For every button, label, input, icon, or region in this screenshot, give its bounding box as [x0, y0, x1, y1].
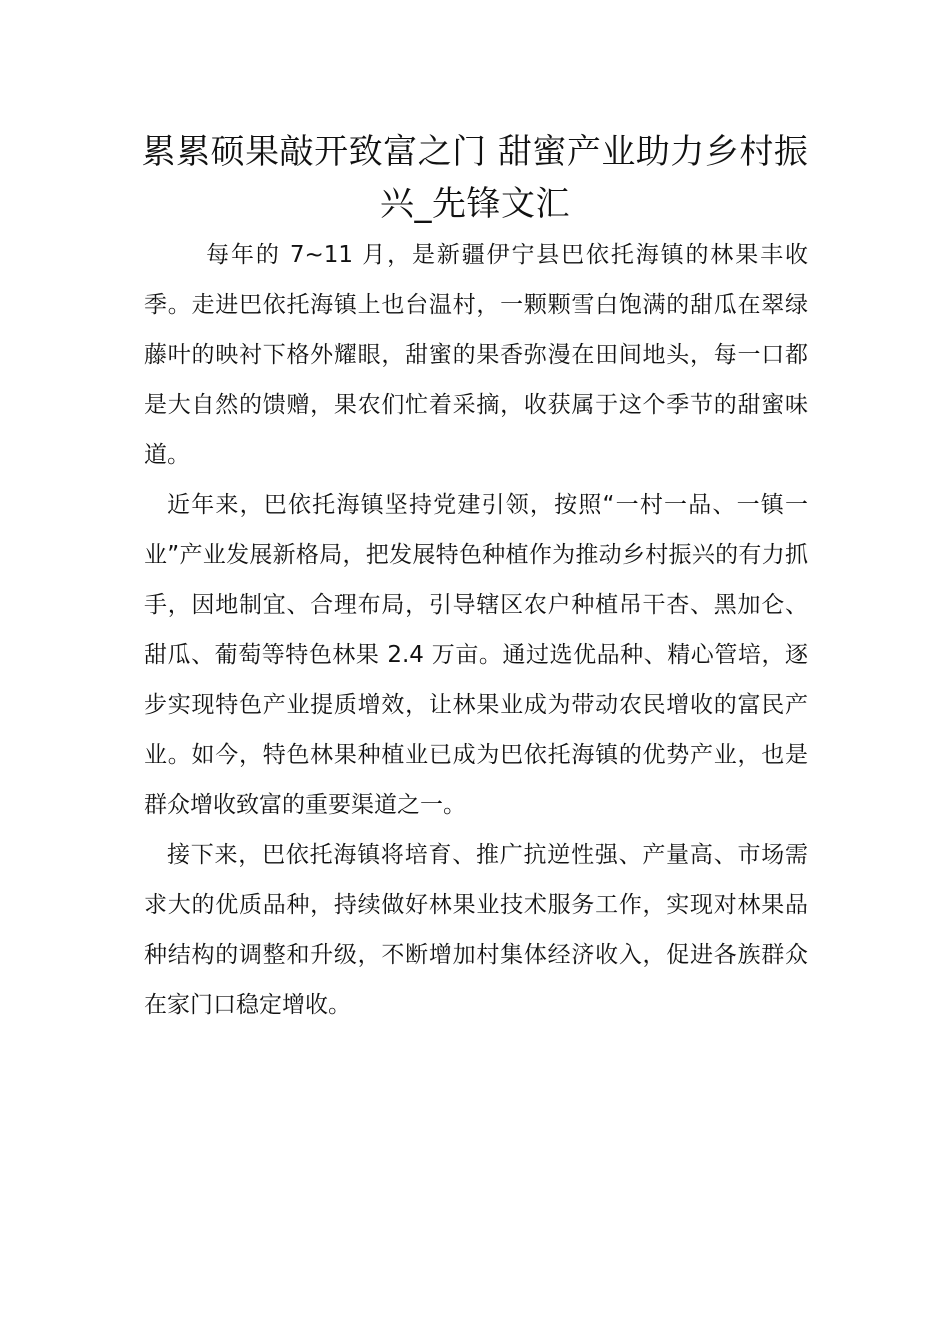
document-body	[144, 230, 808, 1030]
paragraph-industry-development: 近年来，巴依托海镇坚持党建引领，按照“一村一品、一镇一业”产业发展新格局，把发展特色种植作为推动乡村振兴的有力抓手，因地制宜、合理布局，引导辖区农户种植吊干杏、黑加仑、甜瓜、葡萄等特色林果 2.4 万亩。通过选优品种、精心管培，逐步实现特色产业提质增效，让林果业成为带动农民增收的富民产业。如今，特色林果种植业已成为巴依托海镇的优势产业，也是群众增收致富的重要渠道之一。	[144, 492, 808, 818]
paragraph-harvest-season: 每年的 7~11 月，是新疆伊宁县巴依托海镇的林果丰收季。走进巴依托海镇上也台温村，一颗颗雪白饱满的甜瓜在翠绿藤叶的映衬下格外耀眼，甜蜜的果香弥漫在田间地头，每一口都是大自然的馈赠，果农们忙着采摘，收获属于这个季节的甜蜜味道。	[144, 242, 808, 468]
paragraph-future-plan: 接下来，巴依托海镇将培育、推广抗逆性强、产量高、市场需求大的优质品种，持续做好林果业技术服务工作，实现对林果品种结构的调整和升级，不断增加村集体经济收入，促进各族群众在家门口稳定增收。	[144, 842, 808, 1018]
document-title: 累累硕果敲开致富之门 甜蜜产业助力乡村振兴_先锋文汇	[141, 132, 809, 224]
